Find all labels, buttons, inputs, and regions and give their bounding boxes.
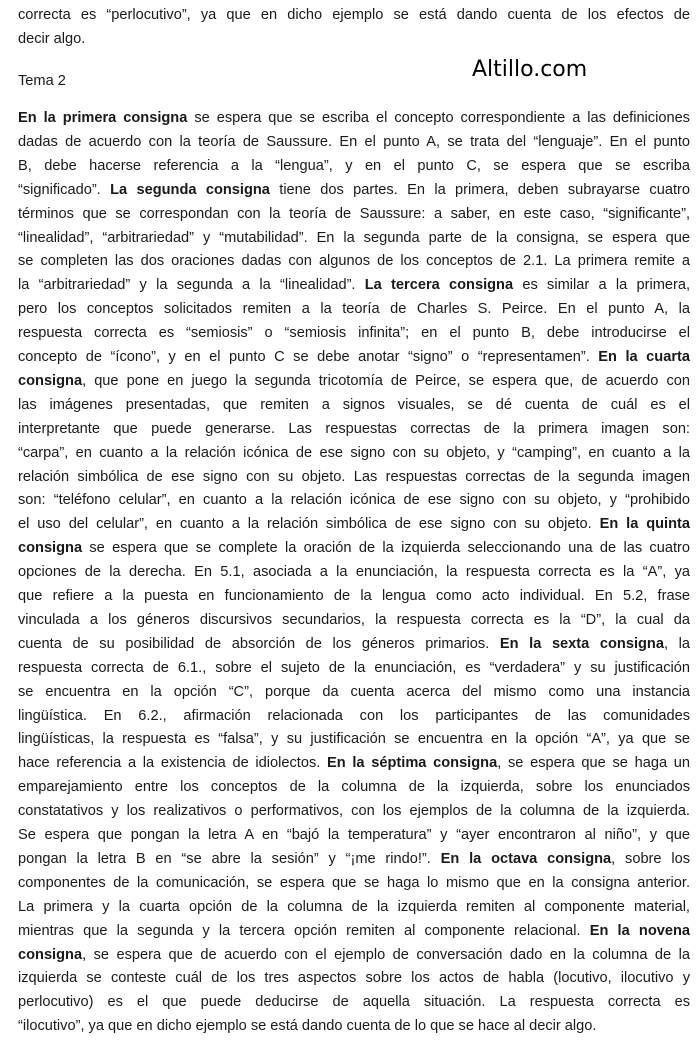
text-line: La primera y la cuarta opción de la columna de la izquierda remiten al componente material, — [18, 898, 690, 915]
text-line: son: “teléfono celular”, en cuanto a la relación icónica de ese signo con su objeto, y “prohibido — [18, 492, 690, 509]
bold-phrase: En la primera consigna — [18, 110, 188, 126]
text-line: términos que se correspondan con la teoría de Saussure: a saber, en este caso, “significante”, — [18, 205, 690, 222]
text-line: concepto de “ícono”, y en el punto C se debe anotar “signo” o “representamen”. En la cuarta — [18, 349, 690, 365]
bold-phrase: En la octava consigna — [440, 850, 612, 867]
text-line: se encuentra en la opción “C”, porque da cuenta acerca del mismo como una instancia — [18, 683, 690, 700]
bold-phrase: En la cuarta — [598, 349, 690, 365]
text-line: opciones de la derecha. En 5.1, asociada a la enunciación, la respuesta correcta es la “A”, ya — [18, 564, 690, 581]
bold-phrase: La segunda consigna — [110, 181, 270, 198]
text-line: pero los conceptos solicitados remiten a la teoría de Charles S. Peirce. En el punto A, la — [18, 301, 690, 318]
bold-phrase: La tercera consigna — [364, 277, 514, 294]
text-line: perlocutivo) es el que puede deducirse de aquella situación. La respuesta correcta es — [18, 994, 690, 1011]
text-line: componentes de la comunicación, se espera que se haga lo mismo que en la consigna anterior. — [18, 874, 690, 891]
text-line: Se espera que pongan la letra A en “bajó la temperatura” y “ayer encontraron al niño”, y que — [18, 827, 690, 843]
text-line: la “arbitrariedad” y la segunda a la “linealidad”. La tercera consigna es similar a la primera, — [18, 277, 691, 294]
text-line: cuenta de su posibilidad de absorción de los géneros primarios. En la sexta consigna, la — [18, 635, 691, 652]
text-line: lingüísticas, la respuesta es “falsa”, y su justificación se encuentra en la opción “A”, ya que se — [18, 731, 690, 748]
text-line: relación simbólica de ese signo con su objeto. Las respuestas correctas de la segunda imagen — [18, 468, 690, 485]
text-line: decir algo. — [18, 31, 86, 47]
watermark-logo: Altillo.com — [472, 57, 588, 82]
text-line: “carpa”, en cuanto a la relación icónica de ese signo con su objeto, y “camping”, en cuanto a la — [18, 444, 690, 461]
text-line: consigna se espera que se complete la oración de la izquierda seleccionando una de las cuatro — [18, 540, 690, 557]
text-line: constatativos y los realizativos o performativos, con los ejemplos de la columna de la izquierda. — [18, 803, 690, 820]
text-line: se completen las dos oraciones dadas con algunos de los conceptos de 2.1. La primera remite a — [18, 253, 690, 270]
bold-phrase: consigna — [18, 540, 83, 557]
text-line: En la primera consigna se espera que se escriba el concepto correspondiente a las definiciones — [18, 110, 690, 126]
text-line: “significado”. La segunda consigna tiene dos partes. En la primera, deben subrayarse cuatro — [18, 181, 690, 198]
text-line: dadas de acuerdo con la teoría de Saussure. En el punto A, se trata del “lenguaje”. En el punto — [18, 133, 690, 150]
text-line: lingüística. En 6.2., afirmación relacionada con los participantes de las comunidades — [18, 707, 690, 724]
text-line: las imágenes presentadas, que remiten a signos visuales, se dé cuenta de cuál es el — [18, 396, 690, 413]
text-line: respuesta correcta de 6.1., sobre el sujeto de la enunciación, es “verdadera” y su justificación — [18, 659, 690, 676]
text-line: mientras que la segunda y la tercera opción remiten al componente relacional. En la novena — [18, 922, 690, 939]
bold-phrase: consigna — [18, 946, 83, 963]
text-line: “linealidad”, “arbitrariedad” y “mutabilidad”. En la segunda parte de la consigna, se espera que — [18, 229, 690, 246]
text-line: izquierda se conteste cuál de los tres aspectos sobre los actos de habla (locutivo, ilocutivo y — [18, 970, 690, 987]
section-heading: Tema 2 — [18, 73, 66, 89]
bold-phrase: consigna — [18, 372, 83, 389]
text-line: correcta es “perlocutivo”, ya que en dicho ejemplo se está dando cuenta de los efectos de — [18, 7, 690, 23]
bold-phrase: En la sexta consigna — [499, 635, 664, 652]
text-line: consigna, que pone en juego la segunda tricotomía de Peirce, se espera que, de acuerdo con — [18, 372, 690, 389]
text-line: B, debe hacerse referencia a la “lengua”, y en el punto C, se espera que se escriba — [18, 157, 690, 174]
text-line: hace referencia a la existencia de idiolectos. En la séptima consigna, se espera que se haga un — [18, 755, 690, 772]
text-line: emparejamiento entre los conceptos de la columna de la izquierda, sobre los enunciados — [18, 779, 690, 796]
bold-phrase: En la séptima consigna — [327, 755, 498, 772]
bold-phrase: En la quinta — [599, 516, 690, 533]
text-line: el uso del celular”, en cuanto a la relación simbólica de ese signo con su objeto. En la quinta — [18, 516, 690, 533]
text-line: que refiere a la puesta en funcionamiento de la lengua como acto individual. En 5.2, frase — [18, 588, 690, 604]
bold-phrase: En la novena — [589, 922, 690, 939]
text-line: vinculada a los géneros discursivos secundarios, la respuesta correcta es la “D”, la cual da — [18, 611, 690, 628]
text-line: consigna, se espera que de acuerdo con el ejemplo de conversación dado en la columna de la — [18, 946, 690, 963]
text-line: respuesta correcta es “semiosis” o “semiosis infinita”; en el punto B, debe introducirse el — [18, 325, 690, 342]
text-line: “ilocutivo”, ya que en dicho ejemplo se está dando cuenta de lo que se hace al decir algo. — [18, 1018, 597, 1035]
text-line: interpretante que puede generarse. Las respuestas correctas de la primera imagen son: — [18, 420, 690, 437]
text-line: pongan la letra B en “se abre la sesión” y “¡me rindo!”. En la octava consigna, sobre los — [18, 850, 690, 867]
